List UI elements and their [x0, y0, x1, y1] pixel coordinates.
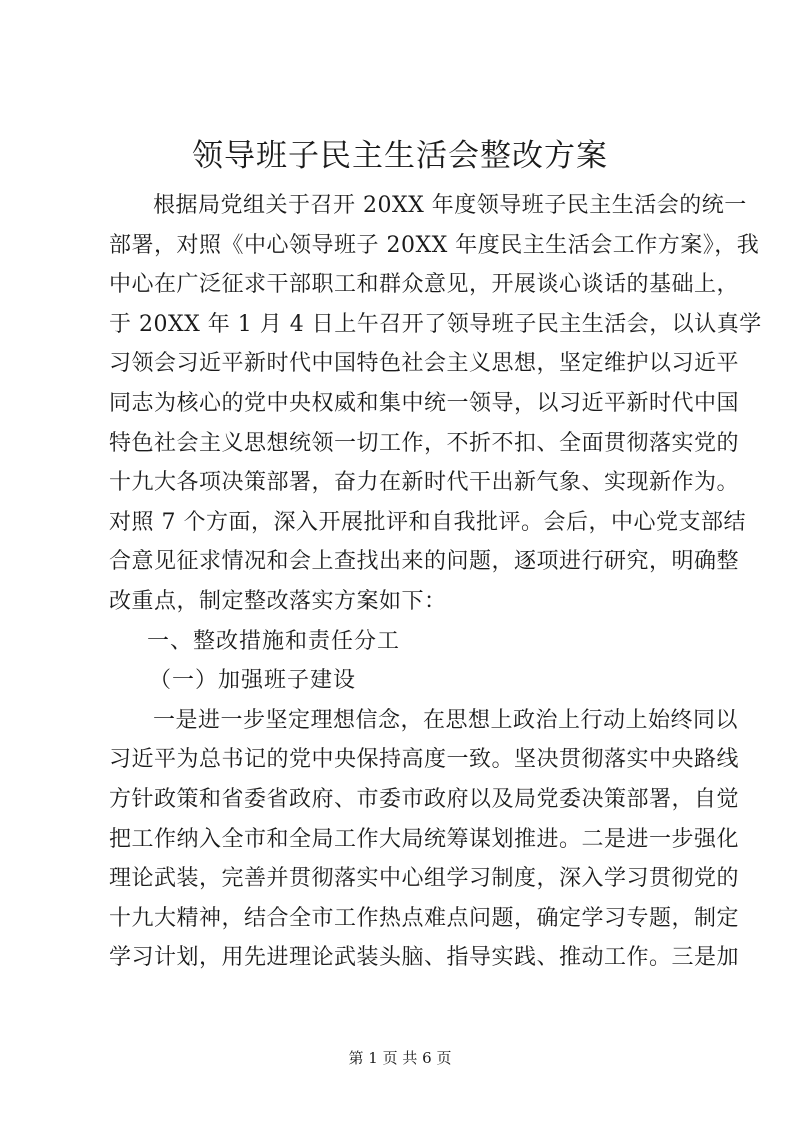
paragraph-line: 部署，对照《中心领导班子 20XX 年度民主生活会工作方案》，我 [109, 232, 760, 258]
paragraph-line: 同志为核心的党中央权威和集中统一领导，以习近平新时代中国 [109, 390, 740, 416]
paragraph-line: 理论武装，完善并贯彻落实中心组学习制度，深入学习贯彻党的 [109, 866, 740, 892]
paragraph-line: 特色社会主义思想统领一切工作，不折不扣、全面贯彻落实党的 [109, 430, 740, 456]
subsection-heading: （一）加强班子建设 [149, 668, 357, 694]
paragraph-line: 习近平为总书记的党中央保持高度一致。坚决贯彻落实中央路线 [109, 747, 740, 773]
paragraph-line: 十九大精神，结合全市工作热点难点问题，确定学习专题，制定 [109, 905, 740, 931]
paragraph-line: 对照 7 个方面，深入开展批评和自我批评。会后，中心党支部结 [109, 509, 746, 535]
paragraph-line: 于 20XX 年 1 月 4 日上午召开了领导班子民主生活会，以认真学 [109, 311, 762, 337]
document-body [109, 186, 762, 978]
paragraph-line: 学习计划，用先进理论武装头脑、指导实践、推动工作。三是加 [109, 945, 740, 971]
paragraph-line: 十九大各项决策部署，奋力在新时代干出新气象、实现新作为。 [109, 470, 740, 496]
paragraph-line: 中心在广泛征求干部职工和群众意见，开展谈心谈话的基础上， [109, 272, 740, 298]
paragraph-line: 一是进一步坚定理想信念，在思想上政治上行动上始终同以 [153, 707, 739, 733]
paragraph-line: 合意见征求情况和会上查找出来的问题，逐项进行研究，明确整 [109, 549, 740, 575]
paragraph-line: 根据局党组关于召开 20XX 年度领导班子民主生活会的统一 [153, 193, 747, 218]
page-footer: 第 1 页 共 6 页 [348, 1049, 452, 1067]
section-heading: 一、整改措施和责任分工 [147, 628, 401, 654]
paragraph-line: 方针政策和省委省政府、市委市政府以及局党委决策部署，自觉 [109, 786, 740, 812]
paragraph-line: 改重点，制定整改落实方案如下： [109, 588, 447, 614]
paragraph-line: 习领会习近平新时代中国特色社会主义思想，坚定维护以习近平 [109, 351, 740, 377]
document-title: 领导班子民主生活会整改方案 [192, 138, 608, 174]
paragraph-line: 把工作纳入全市和全局工作大局统筹谋划推进。二是进一步强化 [109, 826, 740, 852]
